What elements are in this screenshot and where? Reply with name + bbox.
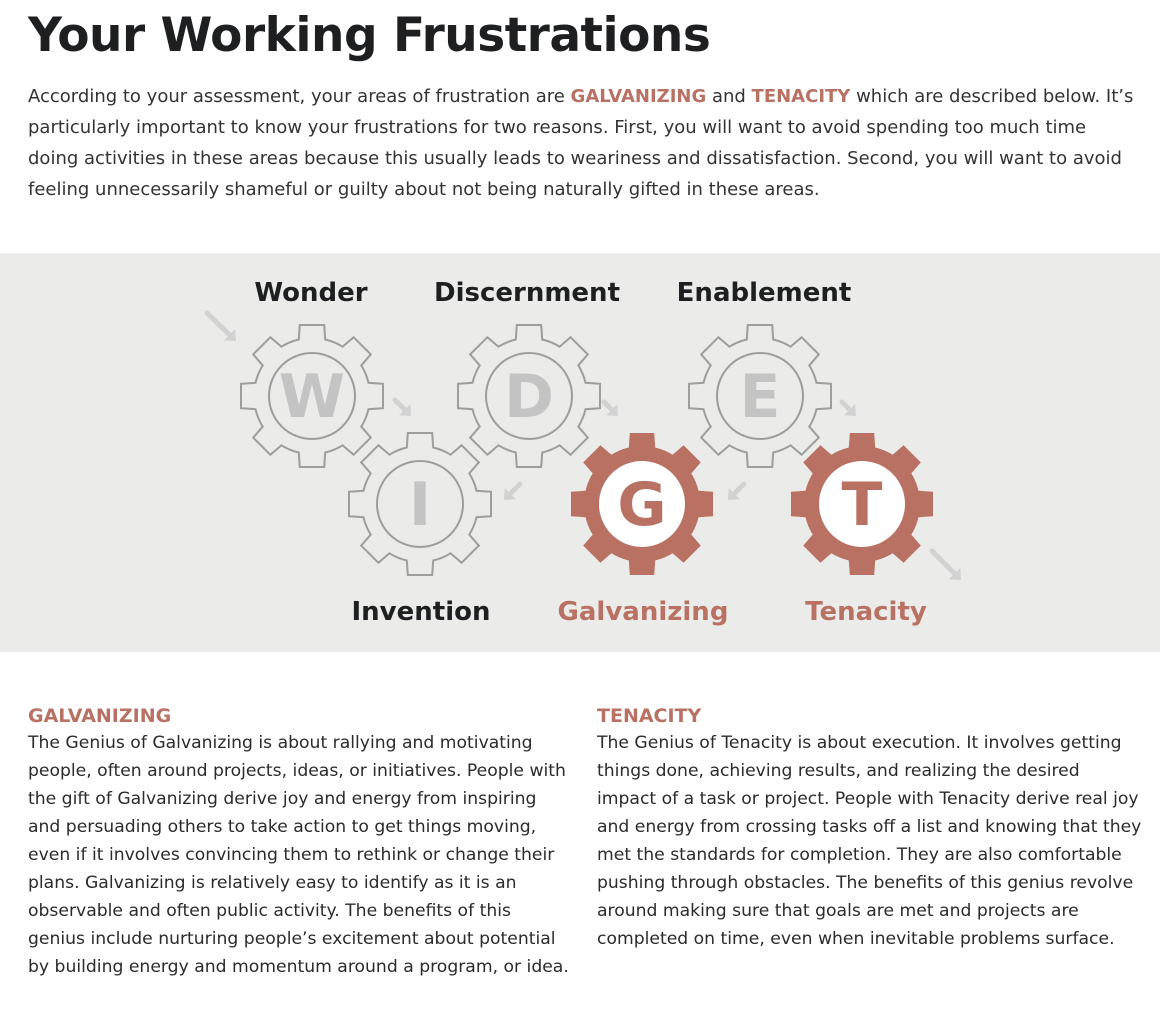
intro-lead: According to your assessment, your areas of frustration are — [28, 86, 571, 107]
intro-paragraph — [28, 81, 1138, 205]
intro-joiner: and — [706, 86, 752, 107]
galvanizing-body: The Genius of Galvanizing is about rallying and motivating people, often around projects, ideas, or initiatives. People with the gift of Galvanizing derive joy and energy from inspiring and persuading others to take action to get things moving, even if it involves convincing them to rethink or change their plans. Galvanizing is relatively easy to identify as it is an observable and often public activity. The benefits of this genius include nurturing people’s excitement about potential by building energy and momentum around a program, or idea. — [28, 733, 569, 977]
flow-arrow-4-shaft — [604, 402, 612, 410]
tenacity-body: The Genius of Tenacity is about execution. It involves getting things done, achieving results, and realizing the desired impact of a task or project. People with Tenacity derive real joy and energy from crossing tasks off a list and knowing that they met the standards for completion. They are also comfortable pushing through obstacles. The benefits of this genius revolve around making sure that goals are met and projects are completed on time, even when inevitable problems surface. — [597, 733, 1142, 949]
gear-invention-letter: I — [408, 470, 432, 540]
galvanizing-heading: GALVANIZING — [28, 705, 172, 727]
tenacity-heading: TENACITY — [597, 705, 702, 727]
gear-galvanizing-label: Galvanizing — [557, 597, 729, 627]
flow-arrow-1-shaft — [207, 313, 230, 335]
gear-enablement-label: Enablement — [676, 278, 852, 308]
gear-tenacity-label: Tenacity — [805, 597, 927, 627]
gear-discernment-letter: D — [504, 362, 554, 432]
frustration-tenacity: TENACITY — [751, 86, 851, 107]
tenacity-section — [597, 705, 1142, 953]
flow-arrow-5-shaft — [734, 484, 744, 494]
flow-arrow-6-shaft — [842, 402, 850, 410]
gear-enablement-letter: E — [739, 362, 781, 432]
gear-discernment-label: Discernment — [433, 278, 621, 308]
galvanizing-section — [28, 705, 573, 981]
flow-arrow-7-shaft — [932, 551, 955, 574]
gear-tenacity-letter: T — [841, 470, 883, 540]
flow-arrow-2-shaft — [395, 400, 405, 410]
gear-galvanizing-letter: G — [617, 470, 667, 540]
widget-gears-diagram — [0, 253, 1160, 652]
flow-arrow-3-shaft — [510, 484, 520, 494]
frustration-galvanizing: GALVANIZING — [570, 86, 707, 107]
gears-svg — [0, 253, 1160, 652]
intro-rest: which are described below. It’s particularly important to know your frustrations for two reasons. First, you will want to avoid spending too much time doing activities in these areas because this usually leads to weariness and dissatisfaction. Second, you will want to avoid feeling unnecessarily shameful or guilty about not being naturally gifted in these areas. — [28, 86, 1134, 200]
page-title: Your Working Frustrations — [28, 8, 711, 63]
gear-wonder-letter: W — [278, 362, 346, 432]
gear-invention-label: Invention — [351, 597, 491, 627]
gear-wonder-label: Wonder — [254, 278, 368, 308]
